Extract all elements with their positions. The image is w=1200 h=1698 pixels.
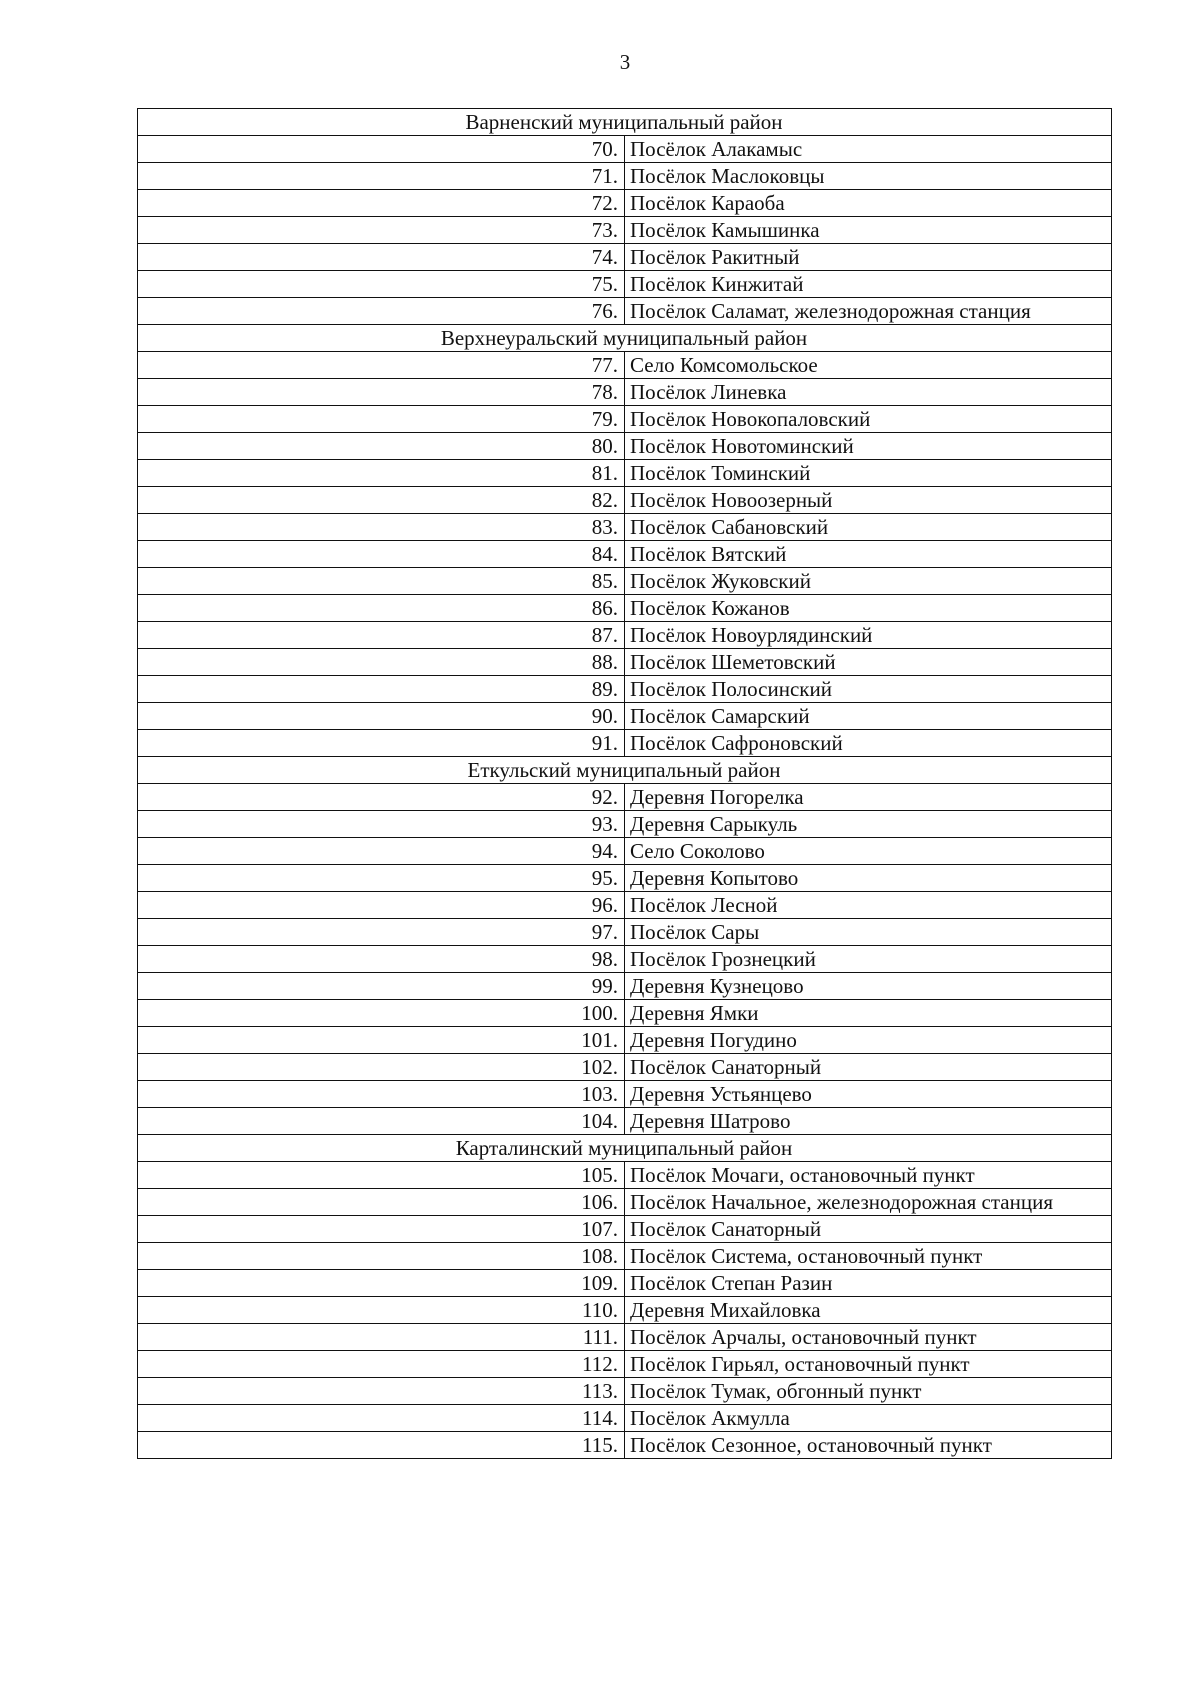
row-number: 104. — [138, 1108, 625, 1135]
settlement-name: Посёлок Новоозерный — [625, 487, 1112, 514]
settlement-name: Посёлок Кинжитай — [625, 271, 1112, 298]
row-number: 111. — [138, 1324, 625, 1351]
table-row — [138, 1162, 1112, 1189]
table-row — [138, 217, 1112, 244]
table-row — [138, 271, 1112, 298]
settlement-name: Посёлок Гирьял, остановочный пункт — [625, 1351, 1112, 1378]
table-row — [138, 784, 1112, 811]
table-row — [138, 1351, 1112, 1378]
row-number: 79. — [138, 406, 625, 433]
row-number: 101. — [138, 1027, 625, 1054]
table-row — [138, 1243, 1112, 1270]
table-row — [138, 406, 1112, 433]
row-number: 71. — [138, 163, 625, 190]
table-row — [138, 676, 1112, 703]
table-row — [138, 460, 1112, 487]
table-row — [138, 1189, 1112, 1216]
row-number: 108. — [138, 1243, 625, 1270]
settlement-name: Посёлок Система, остановочный пункт — [625, 1243, 1112, 1270]
table-row — [138, 1297, 1112, 1324]
table-row — [138, 379, 1112, 406]
row-number: 91. — [138, 730, 625, 757]
settlement-name: Посёлок Санаторный — [625, 1054, 1112, 1081]
table-row — [138, 838, 1112, 865]
row-number: 82. — [138, 487, 625, 514]
settlement-name: Посёлок Начальное, железнодорожная станция — [625, 1189, 1112, 1216]
table-row — [138, 703, 1112, 730]
table-row — [138, 919, 1112, 946]
settlement-name: Посёлок Кожанов — [625, 595, 1112, 622]
row-number: 95. — [138, 865, 625, 892]
district-header-row — [138, 1135, 1112, 1162]
settlement-name: Посёлок Сафроновский — [625, 730, 1112, 757]
row-number: 81. — [138, 460, 625, 487]
table-row — [138, 190, 1112, 217]
settlement-name: Посёлок Полосинский — [625, 676, 1112, 703]
row-number: 77. — [138, 352, 625, 379]
district-header-row — [138, 109, 1112, 136]
district-title: Варненский муниципальный район — [138, 109, 1112, 136]
row-number: 99. — [138, 973, 625, 1000]
row-number: 105. — [138, 1162, 625, 1189]
settlement-name: Посёлок Акмулла — [625, 1405, 1112, 1432]
row-number: 89. — [138, 676, 625, 703]
table-row — [138, 1324, 1112, 1351]
row-number: 90. — [138, 703, 625, 730]
row-number: 92. — [138, 784, 625, 811]
settlement-name: Посёлок Сары — [625, 919, 1112, 946]
settlement-name: Посёлок Самарский — [625, 703, 1112, 730]
table-row — [138, 1108, 1112, 1135]
settlement-name: Посёлок Алакамыс — [625, 136, 1112, 163]
row-number: 93. — [138, 811, 625, 838]
row-number: 85. — [138, 568, 625, 595]
table-row — [138, 865, 1112, 892]
settlements-table-body — [138, 109, 1112, 1459]
settlement-name: Посёлок Шеметовский — [625, 649, 1112, 676]
row-number: 114. — [138, 1405, 625, 1432]
settlement-name: Деревня Ямки — [625, 1000, 1112, 1027]
settlement-name: Посёлок Тумак, обгонный пункт — [625, 1378, 1112, 1405]
district-header-row — [138, 325, 1112, 352]
row-number: 86. — [138, 595, 625, 622]
table-row — [138, 1270, 1112, 1297]
table-row — [138, 487, 1112, 514]
row-number: 110. — [138, 1297, 625, 1324]
settlements-table — [137, 108, 1112, 1459]
row-number: 106. — [138, 1189, 625, 1216]
settlement-name: Деревня Устьянцево — [625, 1081, 1112, 1108]
row-number: 83. — [138, 514, 625, 541]
district-title: Карталинский муниципальный район — [138, 1135, 1112, 1162]
row-number: 100. — [138, 1000, 625, 1027]
row-number: 98. — [138, 946, 625, 973]
settlement-name: Посёлок Лесной — [625, 892, 1112, 919]
settlement-name: Деревня Копытово — [625, 865, 1112, 892]
settlement-name: Деревня Погорелка — [625, 784, 1112, 811]
settlement-name: Посёлок Грознецкий — [625, 946, 1112, 973]
page-number: 3 — [619, 50, 631, 74]
row-number: 78. — [138, 379, 625, 406]
row-number: 74. — [138, 244, 625, 271]
row-number: 72. — [138, 190, 625, 217]
table-row — [138, 1405, 1112, 1432]
settlement-name: Посёлок Санаторный — [625, 1216, 1112, 1243]
table-row — [138, 973, 1112, 1000]
district-title: Еткульский муниципальный район — [138, 757, 1112, 784]
table-row — [138, 541, 1112, 568]
row-number: 73. — [138, 217, 625, 244]
table-row — [138, 1027, 1112, 1054]
row-number: 109. — [138, 1270, 625, 1297]
settlement-name: Посёлок Новоурлядинский — [625, 622, 1112, 649]
table-row — [138, 622, 1112, 649]
row-number: 94. — [138, 838, 625, 865]
settlement-name: Посёлок Новокопаловский — [625, 406, 1112, 433]
row-number: 103. — [138, 1081, 625, 1108]
row-number: 76. — [138, 298, 625, 325]
settlement-name: Посёлок Караоба — [625, 190, 1112, 217]
table-row — [138, 514, 1112, 541]
settlement-name: Деревня Сарыкуль — [625, 811, 1112, 838]
table-row — [138, 298, 1112, 325]
table-row — [138, 1378, 1112, 1405]
table-row — [138, 244, 1112, 271]
settlement-name: Посёлок Жуковский — [625, 568, 1112, 595]
settlement-name: Село Комсомольское — [625, 352, 1112, 379]
table-row — [138, 1081, 1112, 1108]
table-row — [138, 352, 1112, 379]
table-row — [138, 595, 1112, 622]
table-row — [138, 1216, 1112, 1243]
settlement-name: Посёлок Степан Разин — [625, 1270, 1112, 1297]
table-row — [138, 892, 1112, 919]
table-row — [138, 811, 1112, 838]
settlement-name: Деревня Кузнецово — [625, 973, 1112, 1000]
row-number: 97. — [138, 919, 625, 946]
row-number: 112. — [138, 1351, 625, 1378]
row-number: 107. — [138, 1216, 625, 1243]
row-number: 84. — [138, 541, 625, 568]
settlement-name: Село Соколово — [625, 838, 1112, 865]
settlement-name: Посёлок Сезонное, остановочный пункт — [625, 1432, 1112, 1459]
settlement-name: Посёлок Ракитный — [625, 244, 1112, 271]
settlement-name: Посёлок Камышинка — [625, 217, 1112, 244]
settlement-name: Посёлок Вятский — [625, 541, 1112, 568]
row-number: 75. — [138, 271, 625, 298]
settlement-name: Посёлок Линевка — [625, 379, 1112, 406]
table-row — [138, 730, 1112, 757]
settlement-name: Деревня Шатрово — [625, 1108, 1112, 1135]
settlement-name: Посёлок Новотоминский — [625, 433, 1112, 460]
row-number: 88. — [138, 649, 625, 676]
table-row — [138, 163, 1112, 190]
row-number: 70. — [138, 136, 625, 163]
row-number: 87. — [138, 622, 625, 649]
table-row — [138, 946, 1112, 973]
settlement-name: Посёлок Маслоковцы — [625, 163, 1112, 190]
district-title: Верхнеуральский муниципальный район — [138, 325, 1112, 352]
row-number: 96. — [138, 892, 625, 919]
row-number: 102. — [138, 1054, 625, 1081]
table-row — [138, 1000, 1112, 1027]
row-number: 115. — [138, 1432, 625, 1459]
settlement-name: Посёлок Арчалы, остановочный пункт — [625, 1324, 1112, 1351]
settlement-name: Посёлок Томинский — [625, 460, 1112, 487]
district-header-row — [138, 757, 1112, 784]
settlement-name: Посёлок Мочаги, остановочный пункт — [625, 1162, 1112, 1189]
table-row — [138, 1432, 1112, 1459]
table-row — [138, 136, 1112, 163]
table-row — [138, 649, 1112, 676]
settlement-name: Посёлок Сабановский — [625, 514, 1112, 541]
row-number: 113. — [138, 1378, 625, 1405]
settlement-name: Деревня Михайловка — [625, 1297, 1112, 1324]
row-number: 80. — [138, 433, 625, 460]
table-row — [138, 433, 1112, 460]
settlement-name: Посёлок Саламат, железнодорожная станция — [625, 298, 1112, 325]
table-row — [138, 1054, 1112, 1081]
table-row — [138, 568, 1112, 595]
settlement-name: Деревня Погудино — [625, 1027, 1112, 1054]
